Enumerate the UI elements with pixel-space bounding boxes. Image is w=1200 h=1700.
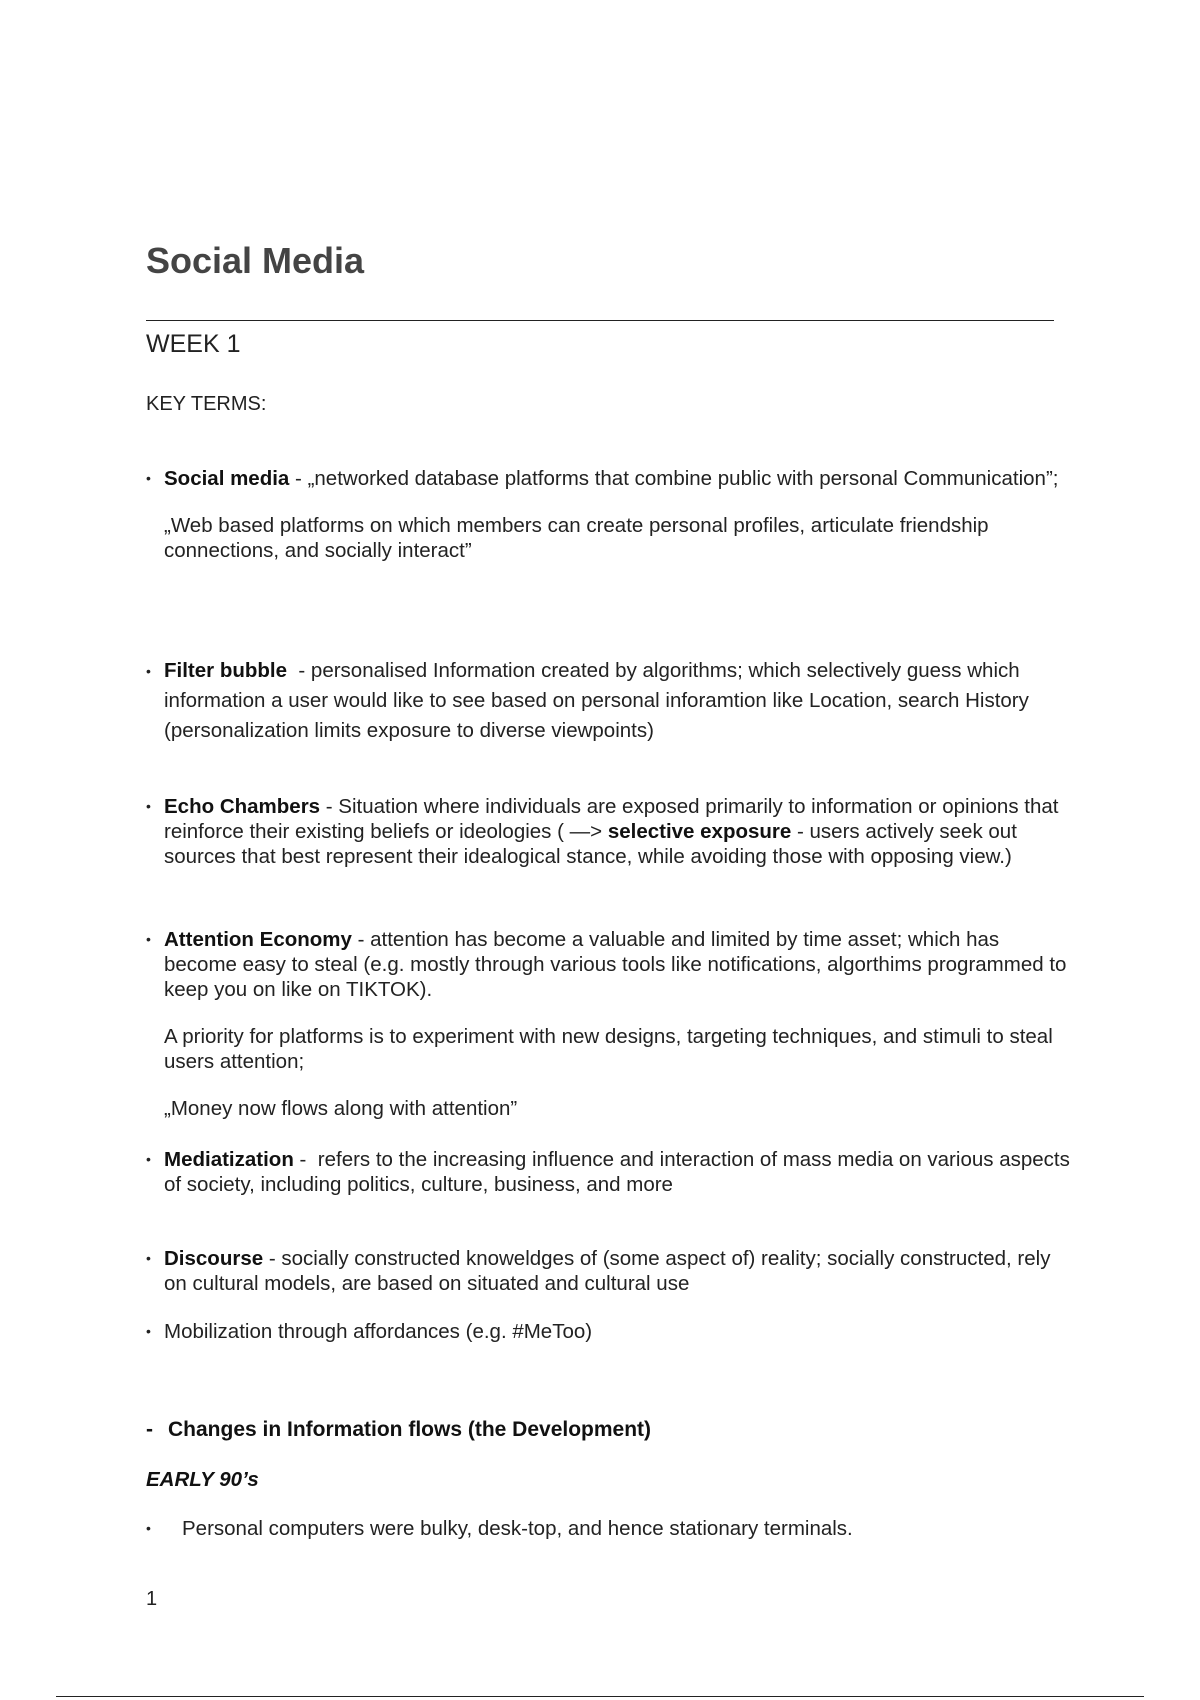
term-definition: „networked database platforms that combine public with personal Communication”; bbox=[307, 467, 1059, 490]
bullet-icon: • bbox=[146, 1520, 151, 1536]
term-definition: attention has become a valuable and limited by time asset; which has become easy to steal (e.g. mostly through various tools like notifications, algorthims programmed to keep you on like on TIKTOK). bbox=[164, 928, 1067, 1001]
section-heading-text: Changes in Information flows (the Development) bbox=[168, 1418, 652, 1441]
footer-divider bbox=[56, 1696, 1144, 1697]
inline-bold-term: selective exposure bbox=[607, 820, 792, 843]
term-name: Filter bubble bbox=[164, 659, 287, 682]
term-name: Mediatization bbox=[164, 1148, 294, 1171]
term-definition: Mobilization through affordances (e.g. #MeToo) bbox=[164, 1320, 593, 1343]
bullet-icon: • bbox=[146, 1151, 151, 1167]
section-heading bbox=[146, 1418, 651, 1442]
term-definition: Situation where individuals are exposed primarily to information or opinions that reinforce their existing beliefs or ideologies ( —> bbox=[164, 795, 1059, 843]
bullet-icon: • bbox=[146, 663, 151, 679]
bullet-icon: • bbox=[146, 931, 151, 947]
term-separator: - bbox=[263, 1247, 282, 1270]
term-mobilization bbox=[146, 1319, 1076, 1344]
term-definition: personalised Information created by algorithms; which selectively guess which information a user would like to see based on personal inforamtion like Location, search History (personalization limits exposure to diverse viewpoints) bbox=[164, 659, 1029, 742]
title-divider bbox=[146, 320, 1054, 321]
dash-icon: - bbox=[146, 1418, 153, 1441]
key-terms-label: KEY TERMS: bbox=[146, 393, 267, 415]
term-definition: refers to the increasing influence and interaction of mass media on various aspects of society, including politics, culture, business, and more bbox=[164, 1148, 1070, 1196]
term-attention-economy bbox=[146, 927, 1076, 1121]
term-quote: „Money now flows along with attention” bbox=[164, 1097, 518, 1120]
term-filter-bubble bbox=[146, 656, 1076, 746]
term-separator: - bbox=[289, 467, 308, 490]
term-extra-paragraph: A priority for platforms is to experiment with new designs, targeting techniques, and stimuli to steal users attention; bbox=[164, 1025, 1053, 1073]
term-echo-chambers bbox=[146, 794, 1076, 869]
list-item-text: Personal computers were bulky, desk-top, and hence stationary terminals. bbox=[182, 1517, 853, 1540]
era-heading: EARLY 90’s bbox=[146, 1468, 259, 1491]
week-heading: WEEK 1 bbox=[146, 330, 241, 358]
term-discourse bbox=[146, 1246, 1076, 1296]
term-definition-continued: - users actively seek out sources that best represent their idealogical stance, while avoiding those with opposing view.) bbox=[164, 820, 1017, 868]
term-name: Attention Economy bbox=[164, 928, 352, 951]
term-separator: - bbox=[293, 1148, 318, 1171]
document-title: Social Media bbox=[146, 240, 365, 281]
term-extra-paragraph: „Web based platforms on which members can create personal profiles, articulate friendship connections, and socially interact” bbox=[164, 514, 989, 562]
bullet-icon: • bbox=[146, 1323, 151, 1339]
bullet-icon: • bbox=[146, 798, 151, 814]
page-number: 1 bbox=[146, 1588, 158, 1610]
term-definition: socially constructed knoweldges of (some aspect of) reality; socially constructed, rely on cultural models, are based on situated and cultural use bbox=[164, 1247, 1051, 1295]
bullet-icon: • bbox=[146, 470, 151, 486]
bullet-icon: • bbox=[146, 1250, 151, 1266]
term-name: Discourse bbox=[164, 1247, 264, 1270]
term-social-media bbox=[146, 466, 1076, 563]
term-separator: - bbox=[351, 928, 371, 951]
term-separator: - bbox=[320, 795, 339, 818]
term-name: Social media bbox=[164, 467, 290, 490]
list-item bbox=[146, 1517, 853, 1541]
term-mediatization bbox=[146, 1147, 1076, 1197]
term-name: Echo Chambers bbox=[164, 795, 321, 818]
term-separator: - bbox=[287, 659, 311, 682]
